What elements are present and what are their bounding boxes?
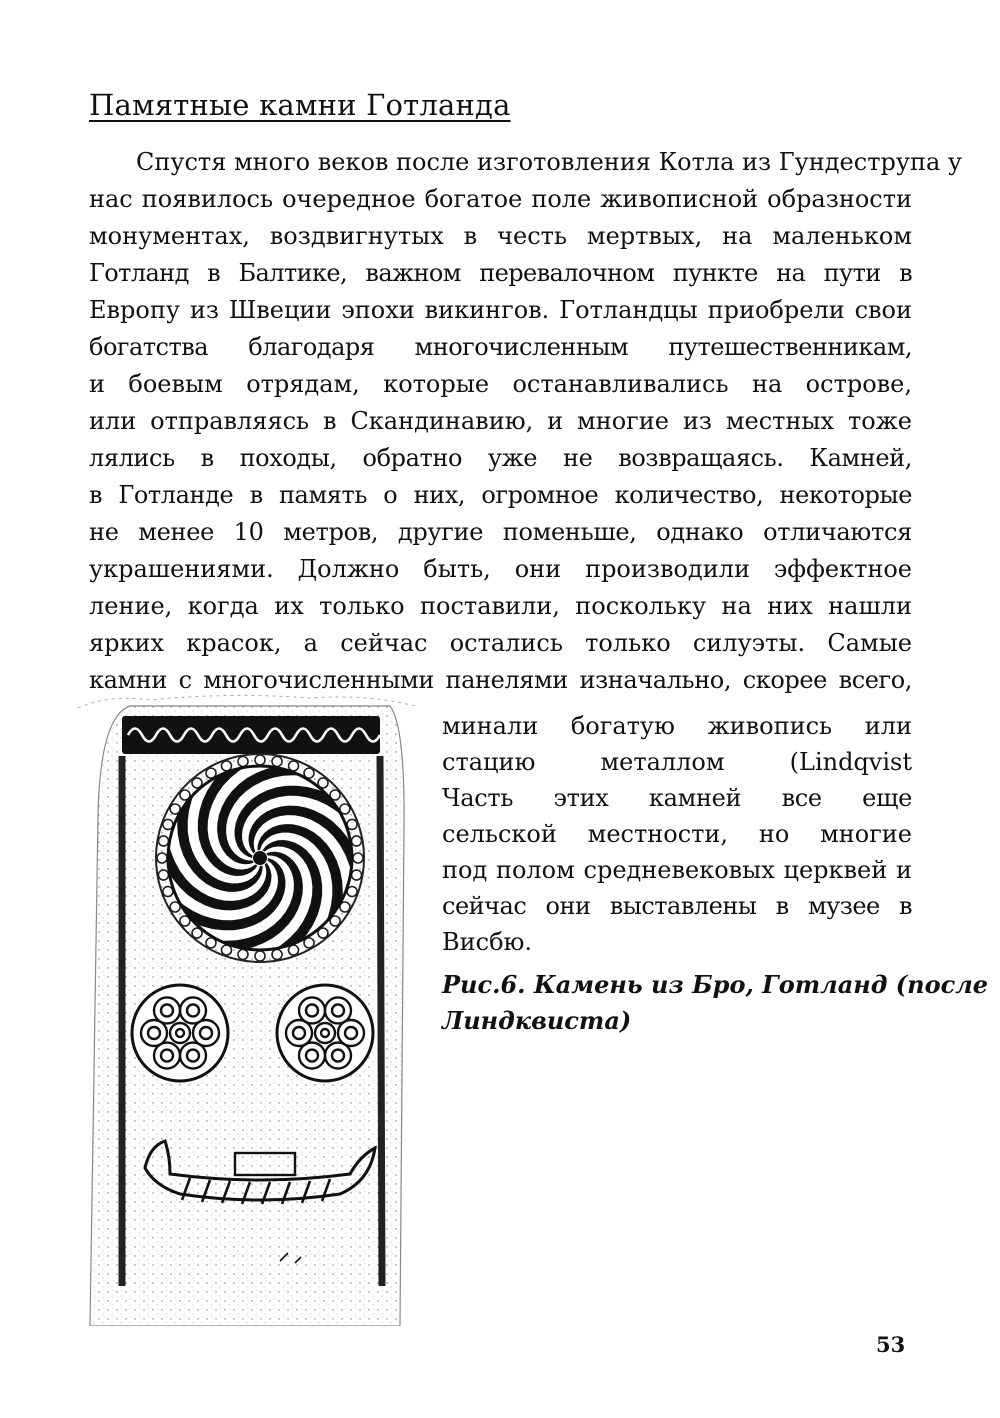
- narrow-line-6: сейчас они выставлены в музее в: [442, 892, 912, 920]
- rosette-right: [277, 985, 373, 1081]
- section-heading: Памятные камни Готланда: [89, 88, 511, 122]
- rosette-left: [132, 985, 228, 1081]
- paragraph-line-4: Готланд в Балтике, важном перевалочном пункте на пути в: [89, 259, 912, 287]
- paragraph-line-5: Европу из Швеции эпохи викингов. Готландцы приобрели свои: [89, 296, 912, 324]
- paragraph-line-2: нас появилось очередное богатое поле живописной образности: [89, 185, 912, 213]
- narrow-line-1: минали богатую живопись или: [442, 712, 912, 740]
- paragraph-line-1: Спустя много веков после изготовления Котла из Гундеструпа у: [136, 148, 963, 176]
- paragraph-line-14: ярких красок, а сейчас остались только силуэты. Самые: [89, 629, 912, 657]
- paragraph-line-7: и боевым отрядам, которые останавливались на острове,: [89, 370, 912, 398]
- paragraph-line-3: монументах, воздвигнутых в честь мертвых, на маленьком: [89, 222, 912, 250]
- paragraph-line-9: лялись в походы, обратно уже не возвращаясь. Камней,: [89, 444, 912, 472]
- figure-caption-line-1: Рис.6. Камень из Бро, Готланд (после: [442, 970, 989, 999]
- narrow-line-4: сельской местности, но многие: [442, 820, 912, 848]
- narrow-line-7: Висбю.: [442, 928, 533, 956]
- paragraph-line-15: камни с многочисленными панелями изначально, скорее всего,: [89, 666, 912, 694]
- paragraph-line-12: украшениями. Должно быть, они производили эффектное: [89, 555, 912, 583]
- paragraph-line-13: ление, когда их только поставили, поскольку на них нашли: [89, 592, 912, 620]
- paragraph-line-11: не менее 10 метров, другие поменьше, однако отличаются: [89, 518, 912, 546]
- paragraph-line-6: богатства благодаря многочисленным путешественникам,: [89, 333, 912, 361]
- page-number: 53: [876, 1332, 906, 1357]
- narrow-line-2: стацию металлом (Lindqvist: [442, 748, 912, 776]
- paragraph-line-10: в Готланде в память о них, огромное количество, некоторые: [89, 481, 912, 509]
- narrow-line-3: Часть этих камней все еще: [442, 784, 912, 812]
- narrow-line-5: под полом средневековых церквей и: [442, 856, 912, 884]
- paragraph-line-8: или отправляясь в Скандинавию, и многие из местных тоже: [89, 407, 912, 435]
- figure-caption-line-2: Линдквиста): [442, 1006, 632, 1035]
- picture-stone-drawing-icon: [70, 686, 430, 1326]
